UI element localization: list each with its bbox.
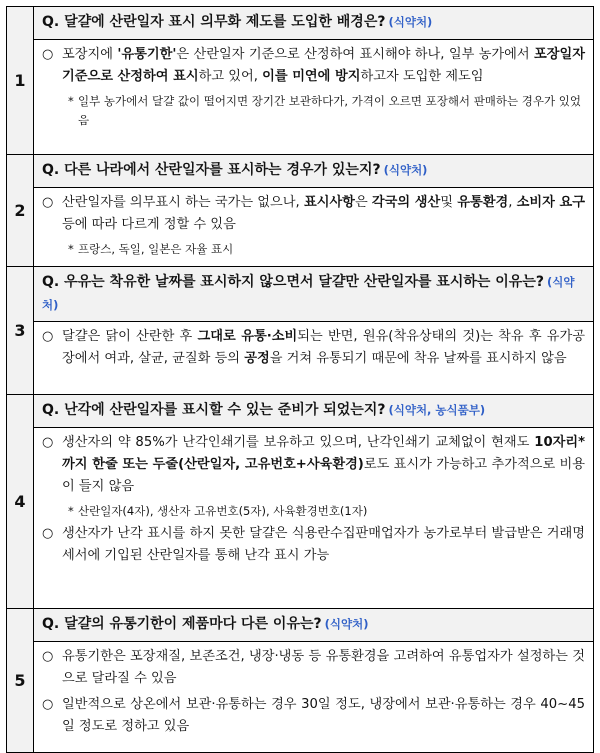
footnote-text: 일부 농가에서 달걀 값이 떨어지면 장기간 보관하다가, 가격이 오르면 포장해서 판매하는 경우가 있었음 <box>78 94 581 127</box>
question-text: Q. 달걀의 유통기한이 제품마다 다른 이유는? <box>42 616 322 632</box>
answer-item <box>42 694 585 738</box>
question-cell <box>34 395 594 428</box>
source-agency-label: (식약처) <box>388 15 433 29</box>
source-agency-label: (식약처) <box>383 163 428 177</box>
answer-item <box>42 44 585 88</box>
answer-text-emphasis: 포장일자 기준으로 산정하여 표시 <box>62 47 585 84</box>
answer-item <box>42 326 585 370</box>
footnote <box>42 240 585 259</box>
faq-question-row <box>7 395 594 428</box>
question-cell <box>34 7 594 40</box>
circle-bullet-icon: ○ <box>42 47 54 62</box>
faq-question-row <box>7 7 594 40</box>
answer-text: 을 거쳐 유통되기 때문에 착유 날짜를 표시하지 않음 <box>269 351 567 366</box>
faq-answer-row <box>7 322 594 395</box>
question-cell <box>34 267 594 322</box>
source-agency-label: (식약처, 농식품부) <box>388 403 486 417</box>
answer-text: 하고 있어, <box>198 69 263 84</box>
circle-bullet-icon: ○ <box>42 649 54 664</box>
answer-text: 달걀은 닭이 산란한 후 <box>62 329 198 344</box>
answer-item <box>42 432 585 498</box>
footnote <box>42 502 585 521</box>
question-text: Q. 우유는 착유한 날짜를 표시하지 않으면서 달걀만 산란일자를 표시하는 이유는? <box>42 274 544 290</box>
answer-text-emphasis: 각국의 생산 <box>371 195 441 210</box>
circle-bullet-icon: ○ <box>42 435 54 450</box>
answer-item <box>42 646 585 690</box>
question-text: Q. 난각에 산란일자를 표시할 수 있는 준비가 되었는지? <box>42 402 386 418</box>
answer-text: 로도 표시가 가능하고 추가적으로 비용이 들지 않음 <box>62 457 586 494</box>
answer-text: 되는 반면, 원유(착유상태의 것)는 착유 후 유가공장에서 여과, 살균, 균질화 등의 <box>62 329 586 366</box>
faq-question-row <box>7 155 594 188</box>
answer-item <box>42 523 585 567</box>
faq-question-row <box>7 267 594 322</box>
answer-text-emphasis: 그대로 유통·소비 <box>197 329 298 344</box>
answer-text: 은 <box>354 195 372 210</box>
answer-text-emphasis: 10자리*까지 한줄 또는 두줄(산란일자, 고유번호+사육환경) <box>62 435 585 472</box>
answer-text-emphasis: 소비자 요구 <box>516 195 585 210</box>
asterisk-icon: * <box>68 242 74 256</box>
faq-answer-row <box>7 188 594 267</box>
answer-text: 하고자 도입한 제도임 <box>360 69 484 84</box>
answer-cell <box>34 322 594 395</box>
faq-table <box>6 6 594 753</box>
answer-text-emphasis: 공정 <box>244 351 270 366</box>
faq-document <box>6 6 594 746</box>
footnote-text: 산란일자(4자), 생산자 고유번호(5자), 사육환경번호(1자) <box>78 504 368 518</box>
circle-bullet-icon: ○ <box>42 526 54 541</box>
source-agency-label: (식약처) <box>324 617 369 631</box>
footnote-text: 프랑스, 독일, 일본은 자율 표시 <box>78 242 234 256</box>
answer-text: 생산자의 약 85%가 난각인쇄기를 보유하고 있으며, 난각인쇄기 교체없이 현재도 <box>62 435 535 450</box>
asterisk-icon: * <box>68 504 74 518</box>
answer-text-emphasis: 표시사항 <box>303 195 355 210</box>
answer-text: 산란일자를 의무표시 하는 국가는 없으나, <box>62 195 304 210</box>
faq-answer-row <box>7 40 594 155</box>
row-number: 1 <box>7 7 34 155</box>
faq-answer-row <box>7 428 594 609</box>
answer-text-emphasis: 유통환경 <box>457 195 509 210</box>
answer-text: , <box>508 195 517 210</box>
question-text: Q. 달걀에 산란일자 표시 의무화 제도를 도입한 배경은? <box>42 14 386 30</box>
answer-text: 등에 따라 다르게 정할 수 있음 <box>62 217 236 232</box>
row-number: 5 <box>7 609 34 753</box>
answer-text: 유통기한은 포장재질, 보존조건, 냉장·냉동 등 유통환경을 고려하여 유통업자가 설정하는 것으로 달라질 수 있음 <box>62 649 585 686</box>
answer-cell <box>34 188 594 267</box>
answer-text: 생산자가 난각 표시를 하지 못한 달걀은 식용란수집판매업자가 농가로부터 발급받은 거래명세서에 기입된 산란일자를 통해 난각 표시 가능 <box>62 526 585 563</box>
answer-cell <box>34 428 594 609</box>
circle-bullet-icon: ○ <box>42 195 54 210</box>
row-number: 2 <box>7 155 34 267</box>
row-number: 3 <box>7 267 34 395</box>
answer-text: 일반적으로 상온에서 보관·유통하는 경우 30일 정도, 냉장에서 보관·유통하는 경우 40~45일 정도로 정하고 있음 <box>62 697 585 734</box>
circle-bullet-icon: ○ <box>42 697 54 712</box>
question-cell <box>34 155 594 188</box>
answer-text-emphasis: 이를 미연에 방지 <box>262 69 361 84</box>
question-text: Q. 다른 나라에서 산란일자를 표시하는 경우가 있는지? <box>42 162 381 178</box>
answer-text-emphasis: '유통기한' <box>117 47 177 62</box>
faq-question-row <box>7 609 594 642</box>
row-number: 4 <box>7 395 34 609</box>
answer-text: 은 산란일자 기준으로 산정하여 표시해야 하나, 일부 농가에서 <box>176 47 535 62</box>
answer-text: 및 <box>440 195 458 210</box>
question-cell <box>34 609 594 642</box>
faq-answer-row <box>7 642 594 753</box>
answer-cell <box>34 40 594 155</box>
answer-item <box>42 192 585 236</box>
circle-bullet-icon: ○ <box>42 329 54 344</box>
footnote <box>42 92 585 130</box>
answer-text: 포장지에 <box>62 47 118 62</box>
source-agency-label: (식약처) <box>42 275 575 312</box>
asterisk-icon: * <box>68 94 74 108</box>
answer-cell <box>34 642 594 753</box>
